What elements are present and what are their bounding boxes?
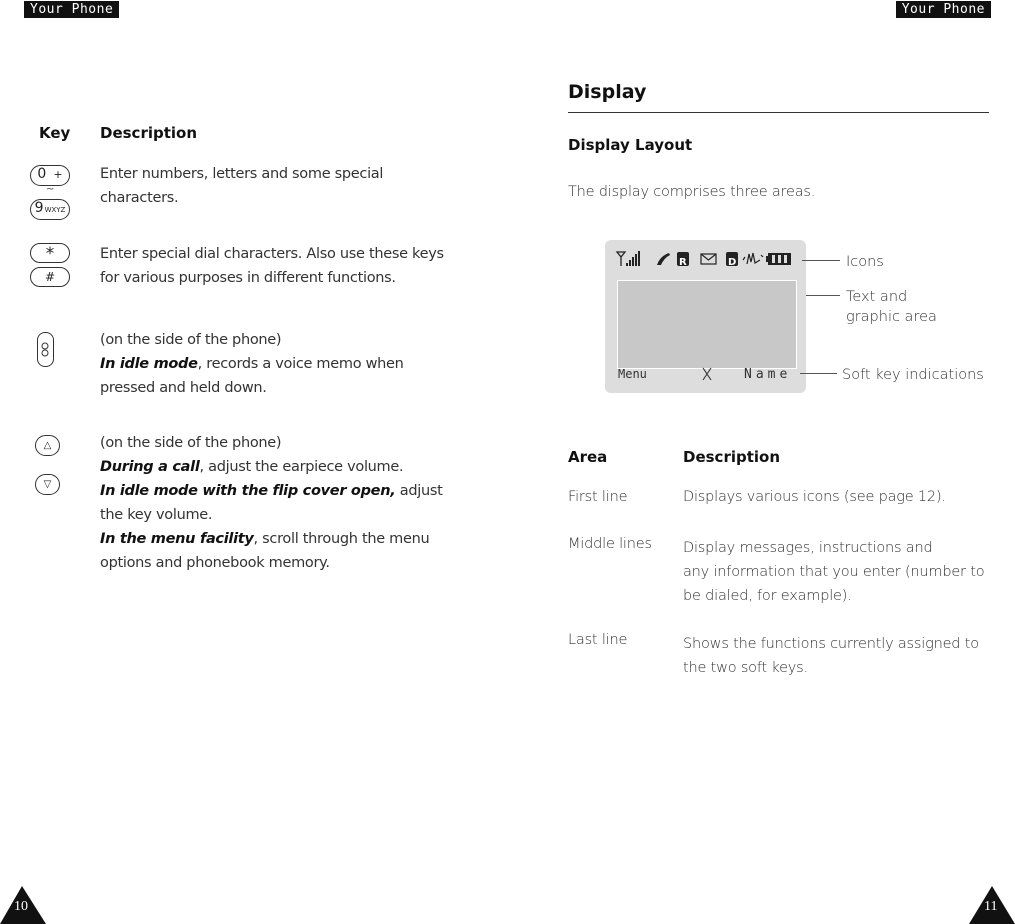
- text-area-callout: Text and graphic area: [846, 289, 937, 325]
- key-9-icon: 9WXYZ: [30, 199, 70, 220]
- desc-voice-memo-key: (on the side of the phone) In idle mode, records a voice memo when pressed and held down.: [100, 332, 404, 396]
- softkey-callout-line: [800, 373, 837, 374]
- table-row-desc: Shows the functions currently assigned to the two soft keys.: [683, 636, 979, 676]
- soft-right-label: Name: [744, 367, 792, 382]
- lcd-soft-row: [617, 366, 795, 384]
- title-rule: [568, 112, 989, 113]
- table-head-desc: Description: [683, 448, 781, 466]
- table-row-area: First line: [568, 489, 628, 505]
- battery-icon: [766, 253, 791, 265]
- table-row-area: Middle lines: [568, 536, 652, 552]
- menu-navigation-icon: [701, 366, 713, 382]
- text-area-callout-line: [806, 295, 840, 296]
- key-0-icon: 0 +: [30, 165, 70, 186]
- lcd-text-area: [617, 280, 797, 369]
- col-desc-heading: Description: [100, 124, 198, 142]
- key-star-icon: *: [30, 243, 70, 263]
- volume-down-key-icon: ▽: [35, 474, 60, 495]
- table-head-area: Area: [568, 448, 608, 466]
- page-number-left: 10: [14, 899, 28, 914]
- volume-up-key-icon: △: [35, 435, 60, 456]
- voice-memo-key-icon: [37, 332, 54, 367]
- col-key-heading: Key: [39, 124, 71, 142]
- data-letter: D: [728, 257, 737, 268]
- table-row-desc: Displays various icons (see page 12).: [683, 489, 946, 505]
- lcd-icon-row: [615, 248, 795, 270]
- table-row-area: Last line: [568, 632, 628, 648]
- icons-callout: Icons: [846, 254, 884, 270]
- header-right: Your Phone: [896, 1, 991, 18]
- desc-star-hash-keys: Enter special dial characters. Also use these keys for various purposes in different functions.: [100, 246, 444, 286]
- range-tilde: ~: [46, 184, 55, 195]
- page-number-right: 11: [984, 899, 998, 914]
- intro-text: The display comprises three areas.: [568, 184, 816, 200]
- table-row-desc: Display messages, instructions and any information that you enter (number to be dialed, for example).: [683, 540, 985, 604]
- desc-volume-keys: (on the side of the phone) During a call, adjust the earpiece volume. In idle mode with the flip cover open, adjust the key volume. In the menu facility, scroll through the menu options and phonebook memory.: [100, 435, 443, 571]
- header-left: Your Phone: [24, 1, 119, 18]
- call-icon: [657, 253, 670, 265]
- section-title: Display: [568, 81, 647, 103]
- icons-callout-line: [802, 260, 840, 261]
- vibration-icon: [743, 253, 763, 264]
- soft-left-label: Menu: [618, 367, 647, 381]
- section-subtitle: Display Layout: [568, 136, 693, 154]
- key-hash-icon: #: [30, 267, 70, 287]
- roaming-letter: R: [679, 257, 687, 268]
- softkey-callout: Soft key indications: [842, 367, 984, 383]
- signal-strength-icon: [617, 251, 640, 266]
- desc-number-keys: Enter numbers, letters and some special characters.: [100, 166, 384, 206]
